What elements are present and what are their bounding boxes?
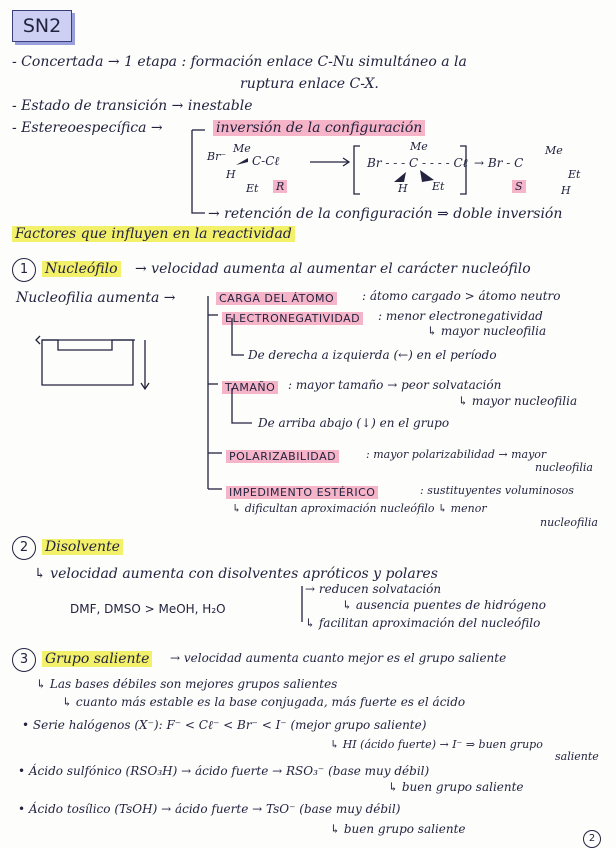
saliente-tosilico: • Ácido tosílico (TsOH) → ácido fuerte → TsO⁻ (base muy débil) — [18, 802, 401, 816]
mech-h: H — [226, 168, 236, 181]
mech-ts-me: Me — [410, 140, 428, 153]
mech-label-r: R — [273, 180, 287, 193]
tamano-desc2: ↳ mayor nucleofilia — [458, 394, 578, 408]
mech-prod: → Br - C — [474, 156, 524, 170]
stereo-branch-line — [192, 130, 205, 213]
carga-desc: : átomo cargado > átomo neutro — [362, 289, 561, 303]
saliente-halogenos: • Serie halógenos (X⁻): F⁻ < Cℓ⁻ < Br⁻ < I⁻ (mejor grupo saliente) — [22, 718, 427, 732]
factores-heading: Factores que influyen en la reactividad — [12, 226, 295, 243]
retencion-label: → retención de la configuración ⇒ doble inversión — [208, 206, 563, 222]
tamano-desc: : mayor tamaño → peor solvatación — [288, 378, 502, 392]
mech-c: C-Cℓ — [252, 154, 280, 168]
nucleofilia-aumenta: Nucleofilia aumenta → — [16, 290, 176, 306]
mech-label-s: S — [512, 180, 526, 193]
mech-prod-me: Me — [545, 144, 563, 157]
disolvente-reducen: → reducen solvatación — [305, 582, 442, 596]
mech-prod-h: H — [561, 184, 571, 197]
polariz-label: POLARIZABILIDAD — [226, 448, 339, 465]
disolvente-title: Disolvente — [42, 539, 123, 556]
disolvente-facilitan: ↳ facilitan aproximación del nucleófilo — [305, 616, 541, 630]
nucleofilo-desc: → velocidad aumenta al aumentar el carácter nucleófilo — [135, 261, 531, 277]
polariz-desc: : mayor polarizabilidad → mayor — [366, 448, 547, 461]
mech-ts: Br - - - C - - - - Cℓ — [367, 156, 468, 170]
page-number: 2 — [583, 830, 601, 848]
page-title: SN2 — [22, 15, 62, 37]
tamano-label: TAMAÑO — [222, 379, 278, 396]
saliente-estable: ↳ cuanto más estable es la base conjugada, más fuerte es el ácido — [62, 695, 466, 709]
periodo-note: De derecha a izquierda (←) en el período — [248, 348, 497, 362]
intro-line-1b: ruptura enlace C-X. — [240, 76, 379, 92]
electroneg-desc: : menor electronegatividad — [378, 309, 543, 323]
saliente-hi: ↳ HI (ácido fuerte) → I⁻ ⇒ buen grupo — [330, 738, 543, 751]
imped-desc: : sustituyentes voluminosos — [420, 484, 574, 497]
mech-ts-h: H — [398, 182, 408, 195]
inversion-label: inversión de la configuración — [213, 120, 425, 137]
disolvente-ausencia: ↳ ausencia puentes de hidrógeno — [342, 598, 546, 612]
section-3-number: 3 — [12, 648, 36, 672]
saliente-title: Grupo saliente — [42, 651, 152, 668]
mech-me: Me — [233, 142, 251, 155]
disolvente-desc: ↳ velocidad aumenta con disolventes apróticos y polares — [34, 566, 438, 582]
ts-bracket-right — [460, 146, 466, 194]
section-2-number: 2 — [12, 536, 36, 560]
saliente-tosilico2: ↳ buen grupo saliente — [330, 822, 466, 836]
intro-line-2: - Estado de transición → inestable — [12, 98, 253, 114]
mech-ts-et: Et — [432, 180, 445, 193]
grupo-branch — [232, 388, 252, 423]
carga-label: CARGA DEL ÁTOMO — [216, 290, 337, 307]
impedimento-label: IMPEDIMENTO ESTÉRICO — [226, 484, 378, 501]
mech-prod-et: Et — [568, 168, 581, 181]
saliente-bases: ↳ Las bases débiles son mejores grupos salientes — [36, 677, 338, 691]
disolvente-examples: DMF, DMSO > MeOH, H₂O — [70, 602, 226, 616]
section-1-number: 1 — [12, 258, 36, 282]
intro-line-1: - Concertada → 1 etapa : formación enlace C-Nu simultáneo a la — [12, 54, 467, 70]
ts-bracket-left — [354, 146, 360, 194]
table-arrow-head — [36, 336, 40, 344]
saliente-desc: → velocidad aumenta cuanto mejor es el grupo saliente — [170, 651, 507, 665]
mech-br: Br⁻ — [207, 150, 227, 163]
imped-desc3: nucleofilia — [540, 516, 598, 529]
grupo-note: De arriba abajo (↓) en el grupo — [258, 416, 450, 430]
mech-et: Et — [246, 182, 259, 195]
polariz-desc2: nucleofilia — [535, 461, 593, 474]
periodo-branch — [232, 318, 244, 355]
electroneg-desc2: ↳ mayor nucleofilia — [427, 324, 547, 338]
imped-desc2: ↳ dificultan aproximación nucleófilo ↳ menor — [232, 502, 487, 515]
electroneg-label: ELECTRONEGATIVIDAD — [222, 310, 363, 327]
intro-line-3: - Estereoespecífica → — [12, 120, 163, 136]
saliente-sulfonico: • Ácido sulfónico (RSO₃H) → ácido fuerte → RSO₃⁻ (base muy débil) — [18, 764, 430, 778]
nucleofilo-title: Nucleófilo — [42, 261, 121, 278]
saliente-sulfonico2: ↳ buen grupo saliente — [388, 780, 524, 794]
saliente-hi2: saliente — [555, 750, 599, 763]
periodic-table-sketch — [42, 340, 133, 385]
